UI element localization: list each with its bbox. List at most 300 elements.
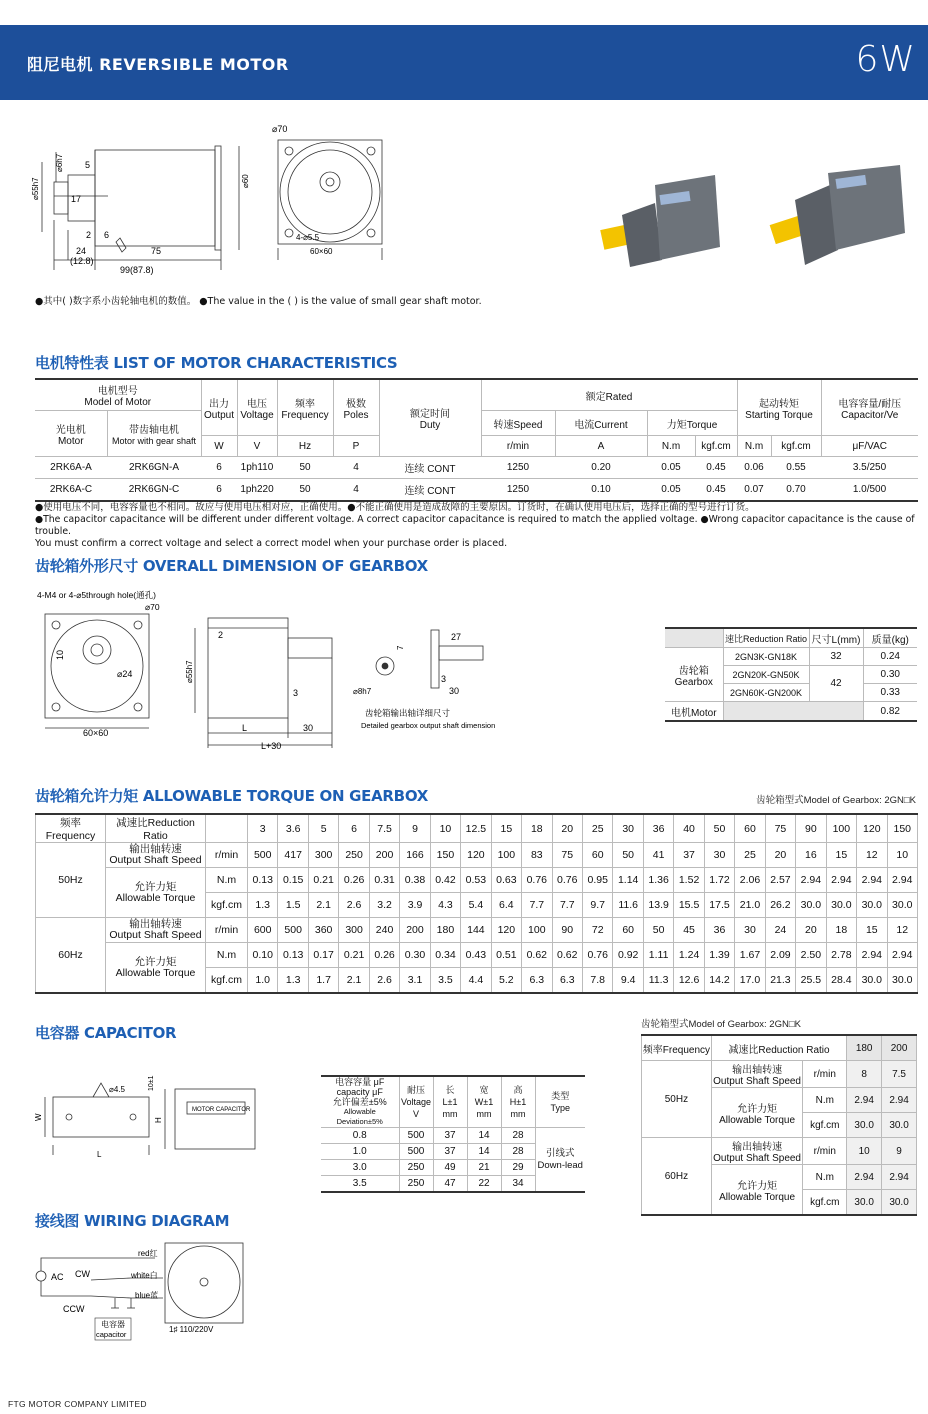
hdr-model: 电机型号: [97, 386, 138, 397]
hdr-poles: 极数: [346, 398, 366, 410]
value-cell: 120: [491, 918, 521, 943]
hdr-duty-en: Duty: [419, 420, 441, 431]
cell: 2RK6A-A: [50, 462, 92, 473]
hdr-wid-u: mm: [476, 1109, 492, 1119]
cell: 250: [399, 1160, 433, 1176]
hdr-size: 尺寸L(mm): [809, 628, 863, 648]
cell: 37: [433, 1144, 467, 1160]
value-cell: 0.76: [582, 943, 612, 968]
cell: 2RK6GN-A: [128, 462, 179, 473]
value-cell: 300: [339, 918, 369, 943]
unit-w: W: [201, 436, 237, 457]
value-cell: 1.3: [248, 893, 278, 918]
cell: 0.06: [744, 462, 764, 473]
page-title: 阻尼电机 REVERSIBLE MOTOR: [27, 55, 289, 74]
dim-gear-30: 30: [303, 723, 314, 733]
value-cell: 11.6: [613, 893, 643, 918]
unit-a: A: [555, 436, 647, 457]
value-cell: 5.2: [491, 968, 521, 994]
hdr-dev-cn: 允许偏差±5%: [332, 1097, 387, 1107]
note-line-cn: ●使用电压不同，电容容量也不相同。故应与使用电压相对应，正确使用。●不能正确使用是造成故障的主要原因。订货时，在确认使用电压后，选择正确的型号进行订货。: [35, 502, 755, 513]
hdr-voltage: 电压: [247, 398, 267, 410]
value-cell: 1.72: [704, 868, 734, 893]
value-cell: 2.6: [339, 893, 369, 918]
hdr-cap-en: capacity μF: [336, 1087, 383, 1097]
value-cell: 18: [826, 918, 856, 943]
cell: 6: [216, 484, 222, 495]
hdr-poles-en: Poles: [343, 409, 369, 421]
unit-cell: N.m: [206, 868, 248, 893]
label-cn: 输出轴转速: [129, 918, 182, 930]
value-cell: 30: [704, 843, 734, 868]
dim-gear-60x60: 60×60: [83, 728, 109, 738]
table-row: [642, 1138, 917, 1165]
value-cell: 2.1: [308, 893, 338, 918]
ratio-cell: 40: [674, 814, 704, 843]
value-cell: 14.2: [704, 968, 734, 994]
gearbox-label-cn: 齿轮箱: [678, 665, 709, 677]
row-label: [711, 1165, 803, 1216]
cell: 0.05: [661, 484, 681, 495]
shaft-caption-cn: 齿轮箱输出轴详细尺寸: [365, 708, 451, 718]
gearbox-mass-table: [665, 627, 917, 722]
hdr-mass: 质量(kg): [863, 628, 917, 648]
value-cell: 16: [796, 843, 826, 868]
hdr-frequency: 频率Frequency: [36, 814, 106, 843]
freq-cell: 60Hz: [36, 918, 106, 994]
dim-24: 24: [76, 246, 87, 256]
cap-label: MOTOR CAPACITOR: [192, 1107, 251, 1113]
value-cell: 6.3: [552, 968, 582, 994]
value-cell: 12.6: [674, 968, 704, 994]
hdr-reduction-ratio: 减速比Reduction Ratio: [711, 1035, 846, 1061]
cell: 4: [353, 484, 359, 495]
value-cell: 3.1: [400, 968, 430, 994]
value-cell: 4.4: [461, 968, 491, 994]
capacitor-title: 电容器 CAPACITOR: [35, 1024, 177, 1042]
ratio-cell: 200: [882, 1035, 917, 1061]
dim-gear-L: L: [242, 723, 248, 733]
freq-cell: 50Hz: [642, 1061, 712, 1138]
motor-photo-2: [770, 165, 905, 265]
cell: 47: [433, 1176, 467, 1193]
dim-gear-L30: L+30: [261, 741, 282, 751]
value-cell: 0.62: [522, 943, 552, 968]
motor-dimension-drawing: [28, 120, 388, 280]
value-cell: 0.92: [613, 943, 643, 968]
ratio-cell: 90: [796, 814, 826, 843]
unit-cell: r/min: [206, 843, 248, 868]
value-cell: 20: [765, 843, 795, 868]
ratio-cell: 7.5: [369, 814, 399, 843]
unit-cell: r/min: [206, 918, 248, 943]
value-cell: 2.78: [826, 943, 856, 968]
value-cell: 45: [674, 918, 704, 943]
power-rating: 6W: [855, 39, 916, 80]
motor-photo-1: [600, 175, 720, 267]
cell: 21: [467, 1160, 501, 1176]
value-cell: 0.26: [369, 943, 399, 968]
hdr-len-cn: 长: [445, 1085, 455, 1095]
cell: 6: [216, 462, 222, 473]
hdr-reduction: 速比Reduction Ratio: [723, 628, 809, 648]
unit-kgf2: kgf.cm: [771, 436, 821, 457]
label-cn: 允许力矩: [134, 955, 177, 968]
table-row: [36, 918, 918, 943]
unit-cell: r/min: [803, 1061, 847, 1088]
cell: 1250: [506, 484, 530, 495]
ratio-cell: 75: [765, 814, 795, 843]
unit-cell: kgf.cm: [803, 1190, 847, 1216]
value-cell: 0.43: [461, 943, 491, 968]
value-cell: 1.7: [308, 968, 338, 994]
hdr-frequency: 频率: [295, 398, 315, 410]
value-cell: 1.14: [613, 868, 643, 893]
value-cell: 180: [430, 918, 460, 943]
value-cell: 240: [369, 918, 399, 943]
value-cell: 60: [582, 843, 612, 868]
value-cell: 600: [248, 918, 278, 943]
hdr-volt-u: V: [412, 1109, 419, 1119]
value-cell: 2.94: [847, 1088, 882, 1113]
value-cell: 30.0: [796, 893, 826, 918]
note-line-en1: ●The capacitor capacitance will be different under different voltage. A correct capacitor capacitance is required to match the applied voltage. ●Wrong capacitor capacitance is the cause of trouble.: [35, 514, 915, 537]
wiring-cap-en: capacitor: [96, 1330, 127, 1339]
value-cell: 9: [882, 1138, 917, 1165]
cap-dim-L: L: [97, 1150, 102, 1159]
label-cn: 允许力矩: [134, 880, 177, 893]
table-row: [665, 648, 917, 666]
value-cell: 0.76: [522, 868, 552, 893]
table-header-row: [36, 814, 918, 843]
value-cell: 75: [552, 843, 582, 868]
cell: 0.45: [706, 462, 726, 473]
value-cell: 2.50: [796, 943, 826, 968]
cell: 2GN3K-GN18K: [723, 648, 809, 666]
footer-company: FTG MOTOR COMPANY LIMITED: [8, 1399, 147, 1409]
hdr-output: 出力: [209, 398, 229, 410]
value-cell: 0.34: [430, 943, 460, 968]
value-cell: 6.3: [522, 968, 552, 994]
table-row: [642, 1061, 917, 1088]
dim-d6h7: ⌀6h7: [55, 153, 64, 172]
type-cn: 引线式: [545, 1147, 575, 1159]
value-cell: 200: [400, 918, 430, 943]
small-model-note: 齿轮箱型式Model of Gearbox: 2GN□K: [641, 1019, 801, 1030]
label-en: Allowable Torque: [719, 1114, 796, 1126]
hdr-gear-en: Motor with gear shaft: [111, 436, 197, 446]
unit-cell: kgf.cm: [206, 893, 248, 918]
torque-title: 齿轮箱允许力矩 ALLOWABLE TORQUE ON GEARBOX: [35, 787, 428, 805]
value-cell: 0.95: [582, 868, 612, 893]
unit-cell: N.m: [803, 1165, 847, 1190]
cell: 1.0: [321, 1144, 399, 1160]
value-cell: 13.9: [643, 893, 673, 918]
ratio-cell: 15: [491, 814, 521, 843]
unit-v: V: [237, 436, 277, 457]
hdr-starting: 起动转矩: [759, 398, 799, 410]
cell: 28: [501, 1128, 535, 1144]
dim-gear-d70: ⌀70: [145, 602, 160, 612]
value-cell: 0.63: [491, 868, 521, 893]
value-cell: 1.67: [735, 943, 765, 968]
gearbox-dimension-title: 齿轮箱外形尺寸 OVERALL DIMENSION OF GEARBOX: [35, 557, 428, 575]
dim-shaft-27: 27: [451, 632, 462, 642]
cell: 49: [433, 1160, 467, 1176]
value-cell: 2.94: [796, 868, 826, 893]
ratio-cell: 100: [826, 814, 856, 843]
dim-75: 75: [151, 246, 162, 256]
cell: 2RK6GN-C: [128, 484, 180, 495]
cell: 2GN60K-GN200K: [723, 684, 809, 702]
hdr-capacitor: 电容容量/耐压: [838, 398, 902, 410]
value-cell: 166: [400, 843, 430, 868]
label-cn: 输出轴转速: [732, 1065, 783, 1076]
value-cell: 0.62: [552, 943, 582, 968]
cell: 连续 CONT: [404, 464, 456, 475]
header-bar: [0, 25, 928, 100]
hdr-volt-en: Voltage: [400, 1097, 432, 1107]
torque-model-note: 齿轮箱型式Model of Gearbox: 2GN□K: [756, 795, 916, 806]
freq-cell: 50Hz: [36, 843, 106, 918]
cap-dim-H: H: [154, 1117, 163, 1123]
hdr-gear: 带齿轴电机: [129, 425, 179, 436]
ratio-cell: 120: [857, 814, 887, 843]
label-en: Allowable Torque: [115, 891, 196, 904]
dim-shaft-7: 7: [396, 645, 405, 650]
wiring-supply: 1♯ 110/220V: [169, 1325, 214, 1334]
ratio-cell: 5: [308, 814, 338, 843]
value-cell: 0.38: [400, 868, 430, 893]
value-cell: 200: [369, 843, 399, 868]
type-en: Down-lead: [537, 1159, 583, 1171]
cell: 3.5: [321, 1176, 399, 1193]
motor-label: 电机Motor: [665, 702, 723, 722]
dim-gear-10: 10: [55, 649, 65, 660]
value-cell: 15: [857, 918, 887, 943]
capacitor-drawing: [35, 1075, 265, 1165]
value-cell: 21.3: [765, 968, 795, 994]
ratio-cell: 60: [735, 814, 765, 843]
value-cell: 12: [857, 843, 887, 868]
unit-p: P: [333, 436, 379, 457]
note-line-en2: You must confirm a correct voltage and select a correct model when your purchase order is placed.: [35, 538, 508, 549]
value-cell: 7.7: [552, 893, 582, 918]
cell: 0.82: [880, 705, 900, 717]
cell: 3.0: [321, 1160, 399, 1176]
value-cell: 83: [522, 843, 552, 868]
hdr-optical: 光电机: [55, 424, 86, 436]
cell: 22: [467, 1176, 501, 1193]
hdr-capacitor-en: Capacitor/Ve: [841, 409, 899, 421]
hdr-duty: 额定时间: [410, 409, 450, 420]
cell: 29: [501, 1160, 535, 1176]
hdr-optical-en: Motor: [57, 435, 84, 447]
ratio-cell: 25: [582, 814, 612, 843]
value-cell: 1.3: [278, 968, 308, 994]
value-cell: 0.21: [308, 868, 338, 893]
cell: 250: [399, 1176, 433, 1193]
row-label: [711, 1061, 803, 1088]
ratio-cell: 6: [339, 814, 369, 843]
value-cell: 30.0: [826, 893, 856, 918]
cell: 1ph110: [240, 462, 274, 473]
value-cell: 1.11: [643, 943, 673, 968]
value-cell: 2.94: [887, 943, 917, 968]
hdr-wid-en: W±1: [474, 1097, 494, 1107]
table-row: [36, 843, 918, 868]
row-label: [106, 843, 206, 868]
hdr-speed: 转速Speed: [481, 411, 555, 436]
hdr-wid-cn: 宽: [479, 1085, 489, 1095]
freq-cell: 60Hz: [642, 1138, 712, 1216]
value-cell: 100: [522, 918, 552, 943]
value-cell: 21.0: [735, 893, 765, 918]
hdr-reduction-ratio: 减速比Reduction Ratio: [106, 814, 206, 843]
unit-cell: r/min: [803, 1138, 847, 1165]
table-row: [36, 868, 918, 893]
hdr-type-en: Type: [550, 1103, 570, 1113]
value-cell: 6.4: [491, 893, 521, 918]
cell: 0.20: [591, 462, 611, 473]
ratio-cell: 36: [643, 814, 673, 843]
value-cell: 17.0: [735, 968, 765, 994]
ratio-cell: 9: [400, 814, 430, 843]
cell: 0.8: [321, 1128, 399, 1144]
hdr-len-en: L±1: [442, 1097, 458, 1107]
value-cell: 1.24: [674, 943, 704, 968]
unit-cell: N.m: [803, 1088, 847, 1113]
wiring-cap-cn: 电容器: [101, 1320, 125, 1329]
value-cell: 36: [704, 918, 734, 943]
ratio-cell: 10: [430, 814, 460, 843]
value-cell: 41: [643, 843, 673, 868]
wiring-white: white白: [131, 1271, 158, 1280]
value-cell: 2.94: [882, 1088, 917, 1113]
value-cell: 500: [278, 918, 308, 943]
ratio-cell: 20: [552, 814, 582, 843]
ratio-cell: 150: [887, 814, 917, 843]
unit-nm2: N.m: [737, 436, 771, 457]
value-cell: 3.9: [400, 893, 430, 918]
unit-cell: kgf.cm: [803, 1113, 847, 1138]
cell: 500: [399, 1128, 433, 1144]
dim-holes-m4: 4-M4 or 4-⌀5through hole(通孔): [37, 590, 156, 600]
row-label: [711, 1088, 803, 1138]
value-cell: 72: [582, 918, 612, 943]
small-torque-table: [641, 1034, 917, 1216]
wiring-cw: CW: [75, 1269, 90, 1279]
value-cell: 120: [461, 843, 491, 868]
value-cell: 0.26: [339, 868, 369, 893]
dim-17: 17: [71, 194, 82, 204]
value-cell: 0.21: [339, 943, 369, 968]
cell: 28: [501, 1144, 535, 1160]
value-cell: 50: [643, 918, 673, 943]
note-small-gear: ●其中( )数字系小齿轮轴电机的数值。 ●The value in the ( ) is the value of small gear shaft motor.: [35, 296, 482, 307]
unit-hz: Hz: [277, 436, 333, 457]
value-cell: 0.13: [248, 868, 278, 893]
dim-shaft-d8h7: ⌀8h7: [353, 687, 372, 696]
value-cell: 2.94: [857, 868, 887, 893]
value-cell: 360: [308, 918, 338, 943]
ratio-cell: 180: [847, 1035, 882, 1061]
value-cell: 12: [887, 918, 917, 943]
value-cell: 0.42: [430, 868, 460, 893]
hdr-rated: 额定Rated: [481, 379, 737, 411]
label-en: Output Shaft Speed: [109, 929, 202, 941]
dim-gear-3: 3: [293, 688, 299, 698]
label-cn: 允许力矩: [737, 1103, 778, 1115]
hdr-hei-cn: 高: [513, 1085, 523, 1095]
value-cell: 0.13: [278, 943, 308, 968]
ratio-cell: 30: [613, 814, 643, 843]
value-cell: 417: [278, 843, 308, 868]
cell: 34: [501, 1176, 535, 1193]
wiring-ccw: CCW: [63, 1304, 85, 1314]
gearbox-label-en: Gearbox: [674, 676, 713, 688]
value-cell: 250: [339, 843, 369, 868]
dim-gear-2: 2: [218, 630, 224, 640]
value-cell: 2.94: [826, 868, 856, 893]
unit-cell: kgf.cm: [206, 968, 248, 994]
ratio-cell: 12.5: [461, 814, 491, 843]
value-cell: 0.31: [369, 868, 399, 893]
value-cell: 2.06: [735, 868, 765, 893]
value-cell: 1.36: [643, 868, 673, 893]
value-cell: 0.51: [491, 943, 521, 968]
row-label: [711, 1138, 803, 1165]
cell: 0.33: [880, 687, 900, 698]
ratio-cell: 3: [248, 814, 278, 843]
value-cell: 30.0: [882, 1113, 917, 1138]
value-cell: 90: [552, 918, 582, 943]
value-cell: 30.0: [887, 968, 917, 994]
cap-dim-d45: ⌀4.5: [109, 1085, 125, 1094]
motor-characteristics-table: [35, 378, 918, 502]
dim-5: 5: [85, 160, 91, 170]
hdr-volt-cn: 耐压: [406, 1085, 425, 1095]
value-cell: 11.3: [643, 968, 673, 994]
cell: 0.55: [786, 462, 806, 473]
value-cell: 0.15: [278, 868, 308, 893]
table-header-row: [642, 1035, 917, 1061]
cell: 0.24: [880, 651, 900, 662]
value-cell: 17.5: [704, 893, 734, 918]
value-cell: 3.2: [369, 893, 399, 918]
value-cell: 37: [674, 843, 704, 868]
cell: 14: [467, 1128, 501, 1144]
cap-dim-10: 10±1: [148, 1075, 155, 1091]
value-cell: 24: [765, 918, 795, 943]
value-cell: 1.0: [248, 968, 278, 994]
wiring-diagram: [35, 1240, 250, 1345]
value-cell: 30.0: [882, 1190, 917, 1216]
cell: 14: [467, 1144, 501, 1160]
ratio-cell: 50: [704, 814, 734, 843]
hdr-model-en: Model of Motor: [84, 397, 152, 408]
value-cell: 30.0: [887, 893, 917, 918]
motor-characteristics-title: 电机特性表 LIST OF MOTOR CHARACTERISTICS: [35, 354, 398, 372]
value-cell: 25.5: [796, 968, 826, 994]
hdr-frequency: 频率Frequency: [642, 1035, 712, 1061]
cell: 0.07: [744, 484, 764, 495]
table-row: [36, 943, 918, 968]
dim-99: 99(87.8): [120, 265, 154, 275]
label-en: Allowable Torque: [719, 1191, 796, 1203]
dim-holes: 4-⌀5.5: [296, 233, 320, 242]
value-cell: 2.94: [857, 943, 887, 968]
